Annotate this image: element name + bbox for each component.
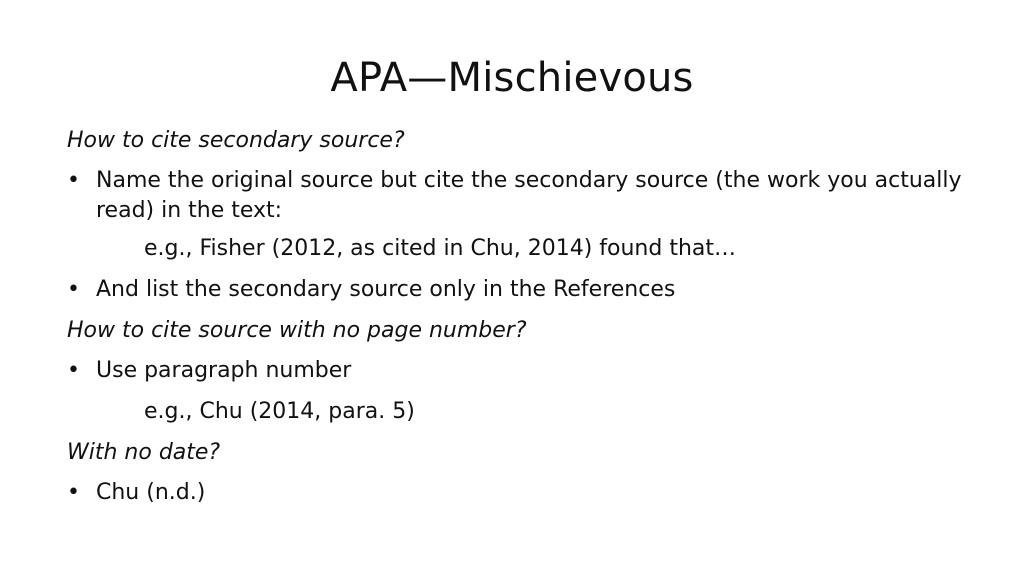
question-secondary-source: How to cite secondary source?: [67, 128, 405, 153]
bullet-text: Name the original source but cite the secondary source (the work you actually read) in the text:: [96, 168, 962, 223]
bullet-name-original-source: [67, 166, 967, 234]
bullet-marker: •: [67, 168, 80, 193]
bullet-text: Use paragraph number: [96, 358, 352, 383]
question-no-date: With no date?: [67, 440, 221, 465]
bullet-marker: •: [67, 480, 80, 505]
bullet-marker: •: [67, 358, 80, 383]
bullet-list-secondary-source: [67, 275, 967, 316]
example-paragraph-citation: e.g., Chu (2014, para. 5): [144, 399, 415, 424]
bullet-no-date: [67, 478, 967, 508]
example-secondary-citation: e.g., Fisher (2012, as cited in Chu, 2014) found that…: [144, 236, 737, 261]
bullet-text: And list the secondary source only in the References: [96, 277, 676, 302]
question-no-page-number: How to cite source with no page number?: [67, 318, 527, 343]
bullet-paragraph-number: [67, 356, 967, 397]
slide-body: [67, 126, 967, 508]
slide-title: APA—Mischievous: [330, 55, 694, 101]
bullet-text: Chu (n.d.): [96, 480, 206, 505]
bullet-marker: •: [67, 277, 80, 302]
